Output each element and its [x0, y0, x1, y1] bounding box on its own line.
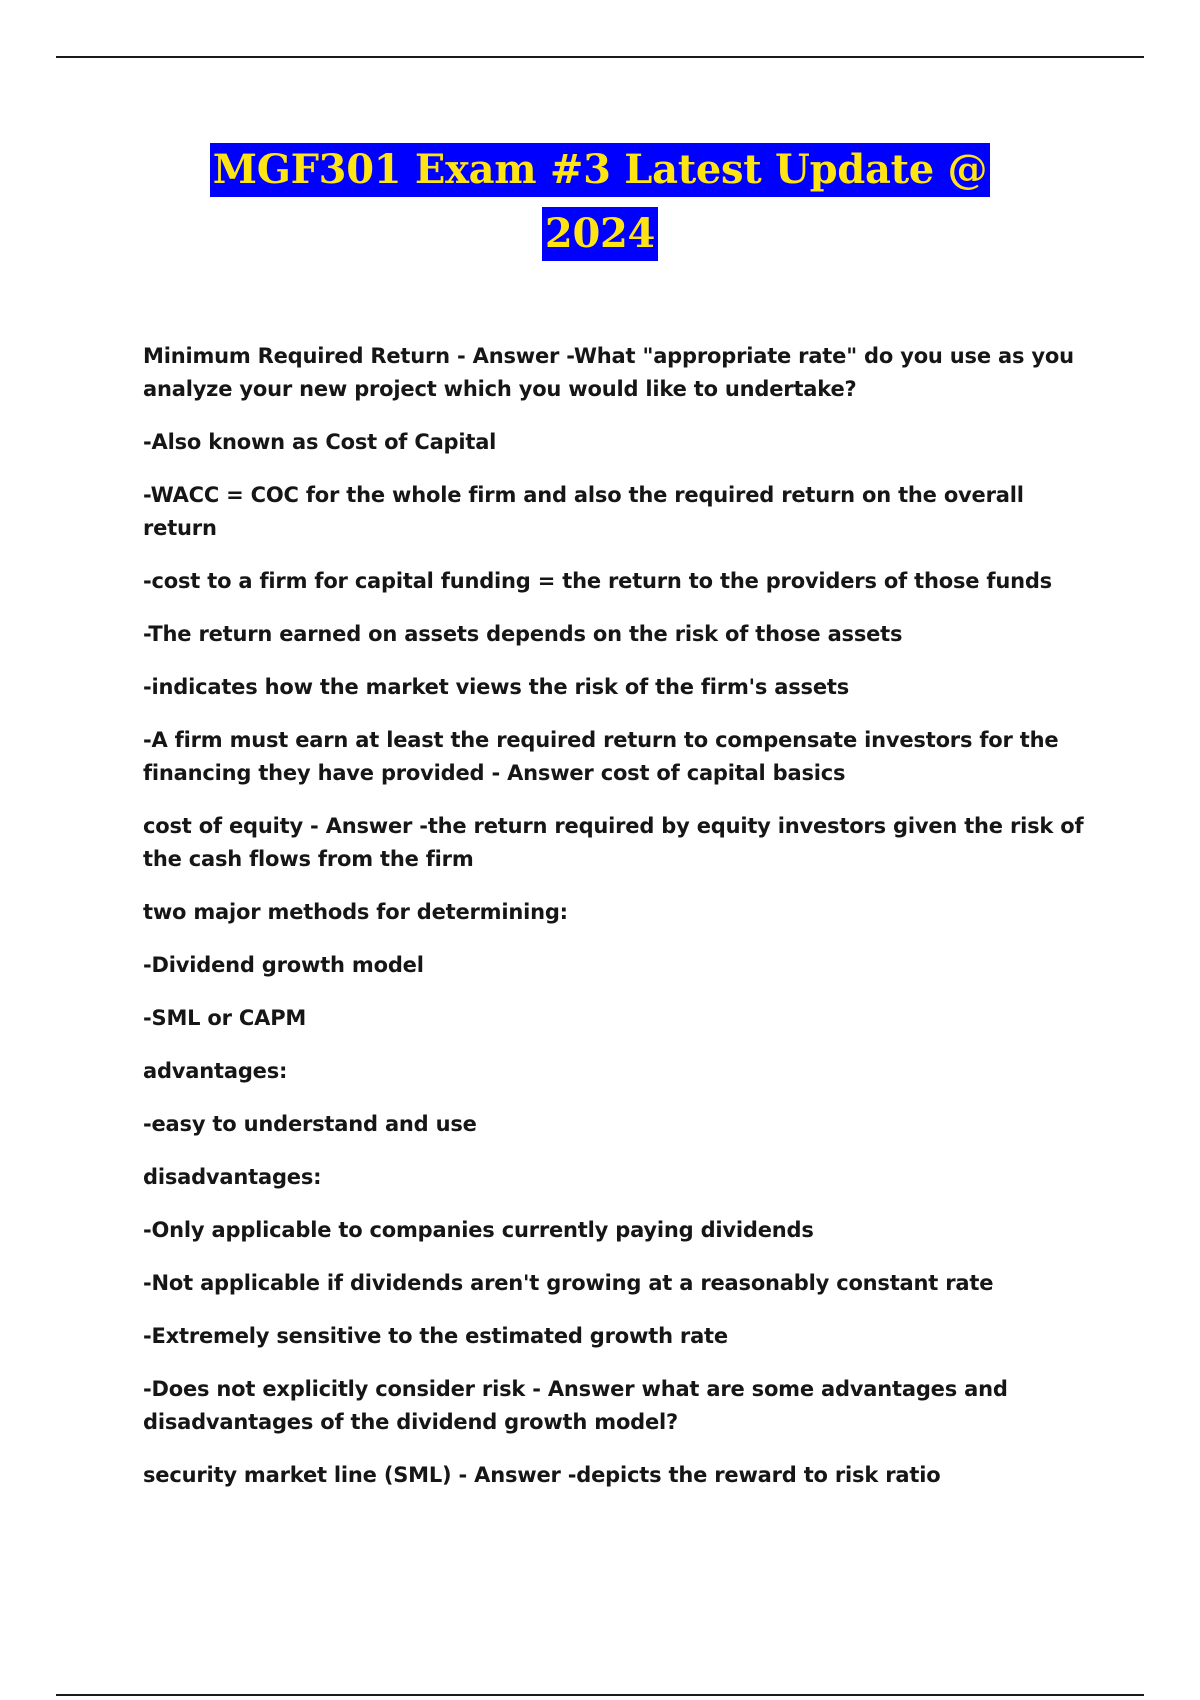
paragraph: -Not applicable if dividends aren't growing at a reasonably constant rate	[143, 1271, 994, 1295]
paragraph: -WACC = COC for the whole firm and also the required return on the overall return	[143, 483, 1024, 540]
paragraph: -Only applicable to companies currently paying dividends	[143, 1218, 814, 1242]
paragraph: disadvantages:	[143, 1165, 322, 1189]
paragraph: security market line (SML) - Answer -depicts the reward to risk ratio	[143, 1463, 941, 1487]
top-divider	[56, 56, 1144, 58]
paragraph: -Extremely sensitive to the estimated growth rate	[143, 1324, 728, 1348]
paragraph: -SML or CAPM	[143, 1006, 307, 1030]
paragraph: -The return earned on assets depends on the risk of those assets	[143, 622, 903, 646]
title-line-1: MGF301 Exam #3 Latest Update @	[210, 143, 991, 197]
bottom-divider	[56, 1694, 1144, 1696]
paragraph: -Also known as Cost of Capital	[143, 430, 497, 454]
paragraph: cost of equity - Answer -the return required by equity investors given the risk of the cash flows from the firm	[143, 814, 1084, 871]
paragraph: -easy to understand and use	[143, 1112, 477, 1136]
document-title	[0, 143, 1200, 261]
paragraph: -A firm must earn at least the required return to compensate investors for the financing they have provided - Answer cost of capital basics	[143, 728, 1059, 785]
paragraph: Minimum Required Return - Answer -What "appropriate rate" do you use as you analyze your new project which you would like to undertake?	[143, 344, 1074, 401]
title-line-2: 2024	[542, 207, 658, 261]
paragraph: -Does not explicitly consider risk - Answer what are some advantages and disadvantages of the dividend growth model?	[143, 1377, 1008, 1434]
document-body	[143, 340, 1093, 1512]
paragraph: advantages:	[143, 1059, 288, 1083]
paragraph: -Dividend growth model	[143, 953, 424, 977]
paragraph: -indicates how the market views the risk of the firm's assets	[143, 675, 850, 699]
paragraph: -cost to a firm for capital funding = the return to the providers of those funds	[143, 569, 1052, 593]
paragraph: two major methods for determining:	[143, 900, 568, 924]
